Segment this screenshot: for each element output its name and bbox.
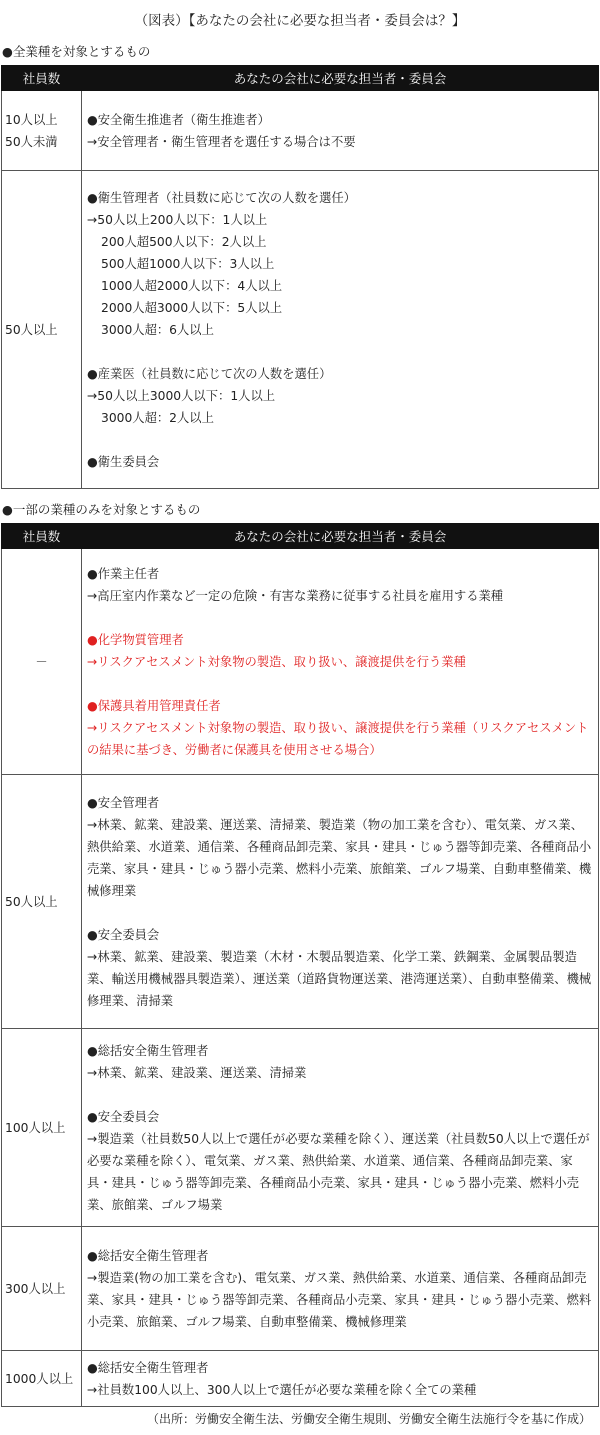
role-note: 2000人超3000人以下：5人以上 [101, 300, 283, 315]
role-note-highlight: →リスクアセスメント対象物の製造、取り扱い、譲渡提供を行う業種 [87, 654, 466, 669]
role-heading: ●衛生委員会 [87, 454, 160, 469]
role-heading: ●総括安全衛生管理者 [87, 1248, 209, 1263]
role-heading: ●安全衛生推進者（衛生推進者） [87, 112, 270, 127]
employee-count: 50人以上 [5, 894, 58, 909]
role-heading: ●安全委員会 [87, 1109, 160, 1124]
role-note: 3000人超：2人以上 [101, 410, 214, 425]
role-note-highlight: →リスクアセスメント対象物の製造、取り扱い、譲渡提供を行う業種（リスクアセスメントの結果に基づき、労働者に保護具を使用させる場合） [87, 720, 589, 757]
role-note: 3000人超：6人以上 [101, 322, 214, 337]
employee-count: 10人以上 [5, 112, 58, 127]
role-heading: ●総括安全衛生管理者 [87, 1043, 209, 1058]
header-employee-count: 社員数 [2, 524, 82, 549]
roles-cell [82, 1227, 599, 1351]
role-note: →安全管理者・衛生管理者を選任する場合は不要 [87, 134, 356, 149]
employee-count-cell [2, 1029, 82, 1227]
table-row [2, 1351, 599, 1407]
role-note: →林業、鉱業、建設業、製造業（木材・木製品製造業、化学工業、鉄鋼業、金属製品製造業、輸送用機械器具製造業）、運送業（道路貨物運送業、港湾運送業）、自動車整備業、機械修理業、清掃業 [87, 949, 592, 1008]
role-note: →50人以上200人以下：1人以上 [87, 212, 268, 227]
source-note: （出所：労働安全衛生法、労働安全衛生規則、労働安全衛生法施行令を基に作成） [146, 1412, 591, 1426]
role-note: →製造業(物の加工業を含む)、電気業、ガス業、熱供給業、水道業、通信業、各種商品卸売業、家具・建具・じゅう器等卸売業、各種商品小売業、家具・建具・じゅう器小売業、燃料小売業、旅館業、ゴルフ場業、自動車整備業、機械修理業 [87, 1270, 592, 1329]
table-all-industries [1, 65, 599, 489]
role-note: →高圧室内作業など一定の危険・有害な業務に従事する社員を雇用する業種 [87, 588, 504, 603]
employee-count: 50人未満 [5, 134, 58, 149]
role-note: 200人超500人以下：2人以上 [101, 234, 267, 249]
role-heading: ●産業医（社員数に応じて次の人数を選任） [87, 366, 332, 381]
table-header-row [2, 524, 599, 549]
role-note: 500人超1000人以下：3人以上 [101, 256, 275, 271]
role-note: →林業、鉱業、建設業、運送業、清掃業、製造業（物の加工業を含む）、電気業、ガス業、熱供給業、水道業、通信業、各種商品卸売業、家具・建具・じゅう器等卸売業、各種商品小売業、家具・建具・じゅう器小売業、燃料小売業、旅館業、ゴルフ場業、自動車整備業、機械修理業 [87, 817, 592, 898]
employee-count-cell [2, 171, 82, 489]
section-label-all-industries: ●全業種を対象とするもの [2, 44, 151, 59]
roles-cell [82, 1029, 599, 1227]
role-heading-highlight: ●保護具着用管理責任者 [87, 698, 221, 713]
table-specific-industries [1, 523, 599, 1407]
table-row [2, 1227, 599, 1351]
employee-count-cell [2, 775, 82, 1029]
table-row [2, 171, 599, 489]
roles-cell [82, 171, 599, 489]
figure-title: （図表）【あなたの会社に必要な担当者・委員会は？】 [134, 13, 466, 29]
employee-count: 1000人以上 [5, 1371, 74, 1386]
employee-count: 300人以上 [5, 1281, 66, 1296]
roles-cell [82, 1351, 599, 1407]
table-row [2, 91, 599, 171]
role-note: →社員数100人以上、300人以上で選任が必要な業種を除く全ての業種 [87, 1382, 477, 1397]
employee-count-cell [2, 1227, 82, 1351]
role-heading: ●安全管理者 [87, 795, 160, 810]
employee-count-cell [2, 91, 82, 171]
roles-cell [82, 775, 599, 1029]
employee-count-cell [2, 549, 82, 775]
role-heading: ●総括安全衛生管理者 [87, 1360, 209, 1375]
role-note: →50人以上3000人以下：1人以上 [87, 388, 276, 403]
employee-count: － [35, 654, 48, 669]
role-note: 1000人超2000人以下：4人以上 [101, 278, 283, 293]
table-row [2, 775, 599, 1029]
role-heading: ●安全委員会 [87, 927, 160, 942]
header-required-roles: あなたの会社に必要な担当者・委員会 [82, 524, 599, 549]
table-header-row [2, 66, 599, 91]
role-heading-highlight: ●化学物質管理者 [87, 632, 184, 647]
role-heading: ●作業主任者 [87, 566, 160, 581]
role-note: →林業、鉱業、建設業、運送業、清掃業 [87, 1065, 307, 1080]
employee-count: 50人以上 [5, 322, 58, 337]
roles-cell [82, 549, 599, 775]
role-heading: ●衛生管理者（社員数に応じて次の人数を選任） [87, 190, 356, 205]
table-row [2, 1029, 599, 1227]
section-label-specific-industries: ●一部の業種のみを対象とするもの [2, 502, 201, 517]
role-note: →製造業（社員数50人以上で選任が必要な業種を除く）、運送業（社員数50人以上で選任が必要な業種を除く）、電気業、ガス業、熱供給業、水道業、通信業、各種商品卸売業、家具・建具・じゅう器等卸売業、各種商品小売業、家具・建具・じゅう器小売業、燃料小売業、旅館業、ゴルフ場業 [87, 1131, 590, 1212]
employee-count-cell [2, 1351, 82, 1407]
header-employee-count: 社員数 [2, 66, 82, 91]
roles-cell [82, 91, 599, 171]
table-row [2, 549, 599, 775]
employee-count: 100人以上 [5, 1120, 66, 1135]
header-required-roles: あなたの会社に必要な担当者・委員会 [82, 66, 599, 91]
